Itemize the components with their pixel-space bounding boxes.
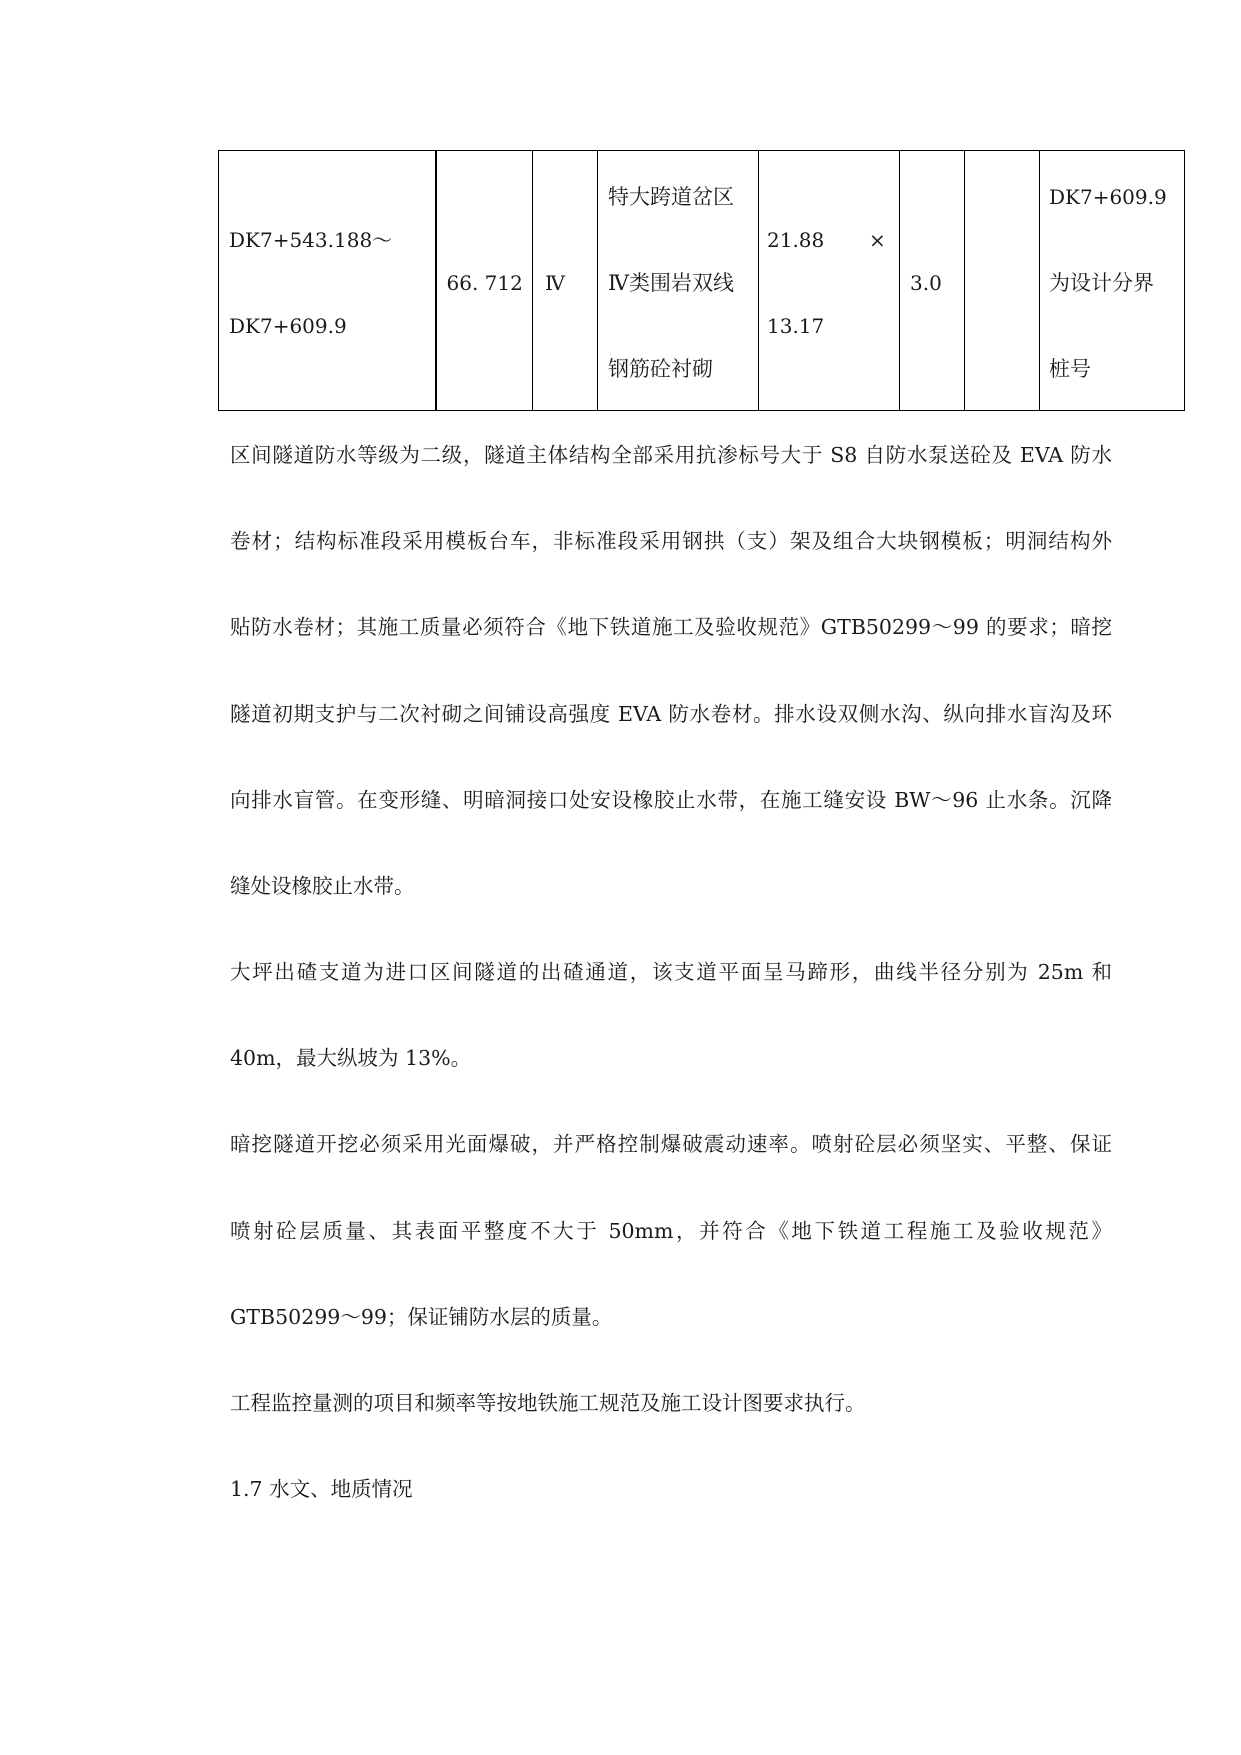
- cell-section-type: [598, 151, 759, 411]
- cell-section-size: [759, 151, 900, 411]
- cell-length: [436, 151, 533, 411]
- paragraph-line: 工程监控量测的项目和频率等按地铁施工规范及施工设计图要求执行。: [230, 1391, 866, 1415]
- range-line-2: DK7+609.9: [229, 314, 347, 338]
- note-line-3: 桩号: [1049, 357, 1091, 381]
- paragraph-line: 大坪出碴支道为进口区间隧道的出碴通道，该支道平面呈马蹄形，曲线半径分别为 25m 和: [230, 960, 1112, 984]
- paragraph-line: 缝处设橡胶止水带。: [230, 874, 415, 898]
- type-line-2: Ⅳ类围岩双线: [608, 271, 734, 295]
- cell-value: [900, 151, 965, 411]
- table-row: [219, 151, 1185, 411]
- cell-note: [1040, 151, 1185, 411]
- cell-rock-class: [533, 151, 598, 411]
- range-line-1: DK7+543.188～: [229, 228, 393, 252]
- length-value: 66. 712: [446, 271, 523, 295]
- paragraph-line: 隧道初期支护与二次衬砌之间铺设高强度 EVA 防水卷材。排水设双侧水沟、纵向排水盲沟及环: [230, 702, 1112, 726]
- paragraph-line: 向排水盲管。在变形缝、明暗洞接口处安设橡胶止水带，在施工缝安设 BW～96 止水条。沉降: [230, 788, 1112, 812]
- paragraph-line: 暗挖隧道开挖必须采用光面爆破，并严格控制爆破震动速率。喷射砼层必须坚实、平整、保证: [230, 1132, 1112, 1156]
- note-line-1: DK7+609.9: [1049, 185, 1167, 209]
- cell-mileage-range: [219, 151, 436, 411]
- section-heading: 1.7 水文、地质情况: [230, 1477, 413, 1501]
- type-line-1: 特大跨道岔区: [608, 185, 734, 209]
- paragraph-line: GTB50299～99；保证铺防水层的质量。: [230, 1305, 613, 1329]
- paragraph-line: 40m，最大纵坡为 13%。: [230, 1046, 472, 1070]
- tunnel-section-table: [218, 150, 1185, 411]
- note-line-2: 为设计分界: [1049, 271, 1154, 295]
- paragraph-line: 区间隧道防水等级为二级，隧道主体结构全部采用抗渗标号大于 S8 自防水泵送砼及 EVA 防水: [230, 443, 1112, 467]
- paragraph-line: 喷射砼层质量、其表面平整度不大于 50mm，并符合《地下铁道工程施工及验收规范》: [230, 1219, 1112, 1243]
- paragraph-line: 卷材；结构标准段采用模板台车，非标准段采用钢拱（支）架及组合大块钢模板；明洞结构外: [230, 529, 1112, 553]
- size-times: ×: [869, 228, 886, 252]
- rock-class-value: Ⅳ: [545, 271, 565, 295]
- value-text: 3.0: [910, 271, 942, 295]
- type-line-3: 钢筋砼衬砌: [608, 357, 713, 381]
- size-line-2: 13.17: [767, 314, 825, 338]
- size-line-1-a: 21.88: [767, 228, 825, 252]
- paragraph-line: 贴防水卷材；其施工质量必须符合《地下铁道施工及验收规范》GTB50299～99 的要求；暗挖: [230, 615, 1112, 639]
- cell-empty: [965, 151, 1040, 411]
